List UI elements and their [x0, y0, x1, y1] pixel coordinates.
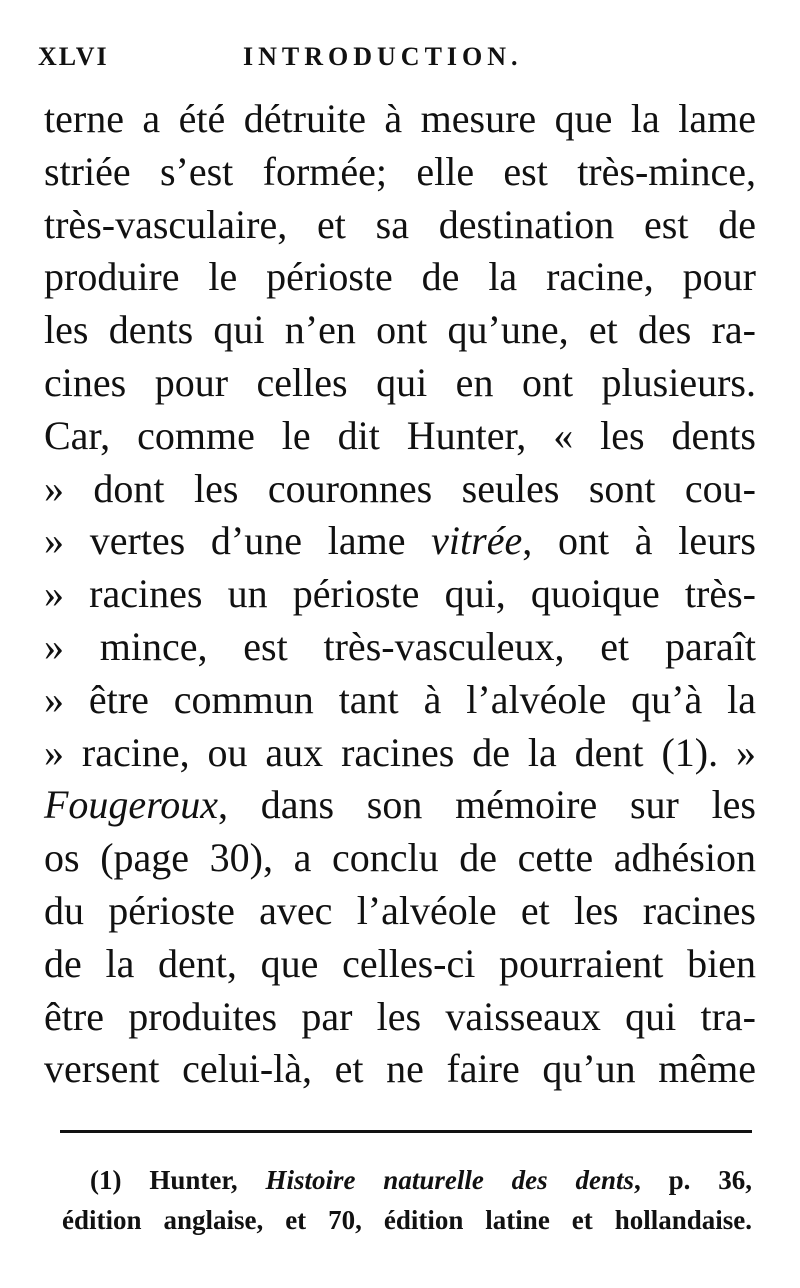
- text-line: » racine, ou aux racines de la dent (1). »: [44, 729, 756, 775]
- text-line: [44, 779, 756, 832]
- text-line: les dents qui n’en ont qu’une, et des ra-: [44, 307, 756, 353]
- text-line: du périoste avec l’alvéole et les racines: [44, 887, 756, 933]
- page-header: [38, 42, 758, 82]
- text-line: [44, 515, 756, 568]
- footnote-text: , p. 36,: [634, 1165, 752, 1195]
- page-number: XLVI: [38, 42, 109, 71]
- text-line: de la dent, que celles-ci pourraient bien: [44, 940, 756, 986]
- text-line: être produites par les vaisseaux qui tra-: [44, 993, 756, 1039]
- text-line: » être commun tant à l’alvéole qu’à la: [44, 676, 756, 722]
- text-line: produire le périoste de la racine, pour: [44, 254, 756, 300]
- footnote-line: édition anglaise, et 70, édition latine et hollandaise.: [62, 1205, 752, 1235]
- text-line: cines pour celles qui en ont plusieurs.: [44, 359, 756, 405]
- text-line: très-vasculaire, et sa destination est de: [44, 201, 756, 247]
- text-line: versent celui-là, et ne faire qu’un même: [44, 1046, 756, 1092]
- italic-term: vitrée: [431, 518, 523, 564]
- text-line: Car, comme le dit Hunter, « les dents: [44, 412, 756, 458]
- text-line: terne a été détruite à mesure que la lame: [44, 96, 756, 141]
- author-name: Fougeroux: [44, 782, 219, 828]
- footnote-rule: [60, 1130, 752, 1133]
- text-segment: » vertes d’une lame: [44, 518, 432, 564]
- footnote-marker: (1) Hunter,: [90, 1165, 266, 1195]
- text-line: os (page 30), a conclu de cette adhésion: [44, 835, 756, 881]
- text-line: striée s’est formée; elle est très-mince,: [44, 148, 756, 194]
- text-line: » mince, est très-vasculeux, et paraît: [44, 623, 756, 669]
- main-text: [44, 93, 756, 1096]
- running-head: INTRODUCTION.: [243, 42, 523, 71]
- footnote: [62, 1160, 752, 1240]
- text-line: » racines un périoste qui, quoique très-: [44, 571, 756, 617]
- footnote-line: [62, 1160, 752, 1200]
- text-segment: , ont à leurs: [522, 518, 756, 564]
- footnote-title: Histoire naturelle des dents: [265, 1165, 635, 1195]
- text-segment: , dans son mémoire sur les: [218, 782, 756, 828]
- text-line: » dont les couronnes seules sont cou-: [44, 465, 756, 511]
